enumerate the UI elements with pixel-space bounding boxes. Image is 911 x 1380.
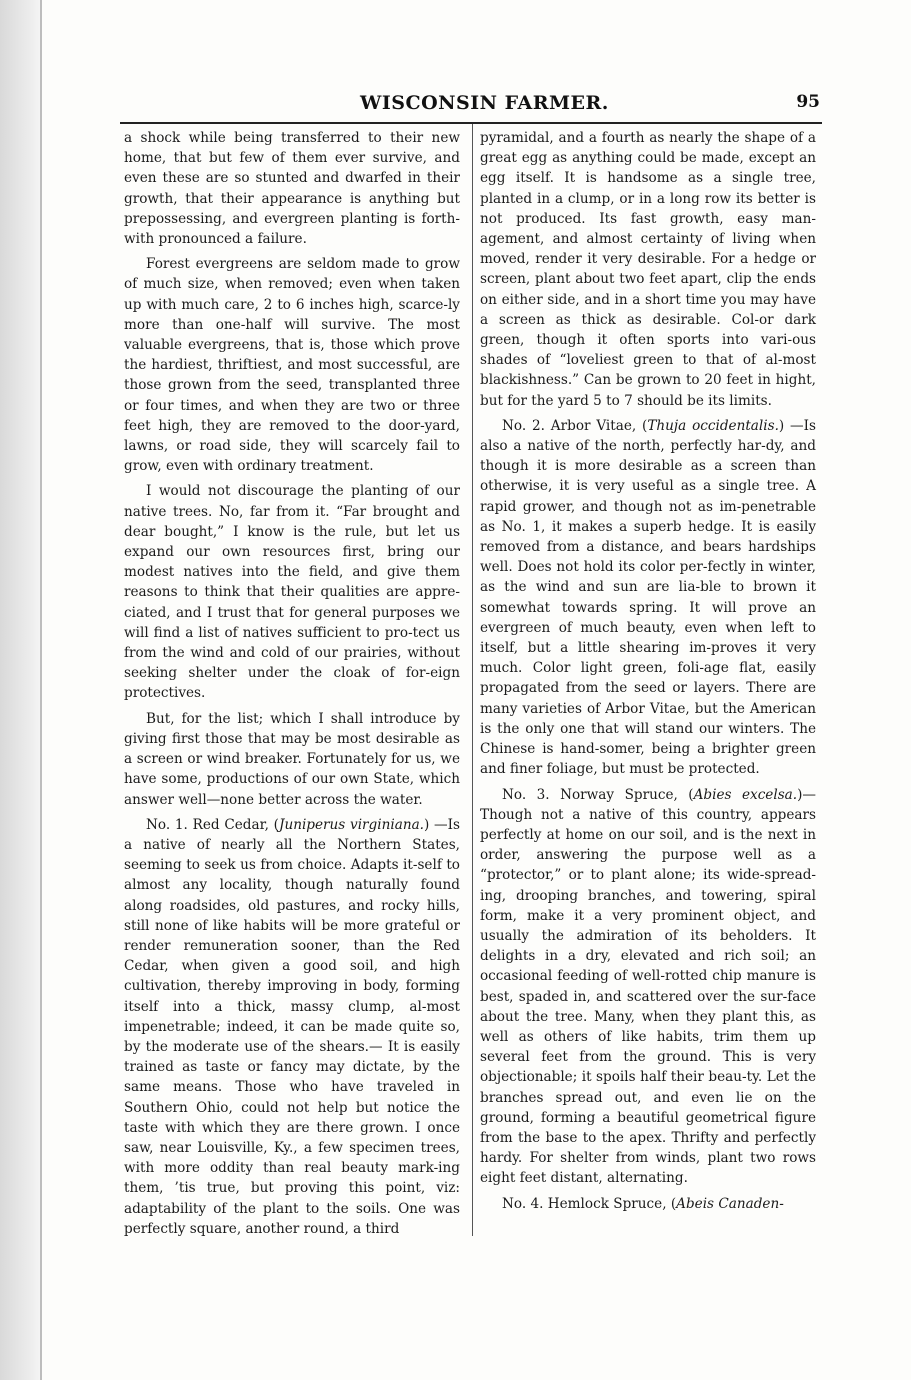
column-divider bbox=[472, 124, 473, 1236]
running-title: WISCONSIN FARMER. bbox=[360, 92, 609, 114]
right-column bbox=[480, 128, 816, 1219]
right-paragraph-4: No. 4. Hemlock Spruce, (Abeis Canaden- bbox=[502, 1195, 784, 1212]
right-paragraph-2: No. 2. Arbor Vitae, (Thuja occidentalis.) —Is also a native of the north, perfectly har-dy, and though it is more desirable as a screen than otherwise, it is very useful as a single tree. A rapid grower, and though not as im-penetrable as No. 1, it makes a superb hedge. It is easily removed from a distance, and bears hardships well. Does not hold its color per-fectly in winter, as the wind and sun are lia-ble to brown it somewhat towards spring. It will prove an evergreen of much beauty, even when left to itself, but a little shearing im-proves it very much. Color light green, foli-age flat, easily propagated from the seed or layers. There are many varieties of Arbor Vitae, but the American is the only one that will stand our winters. The Chinese is hand-somer, being a brighter green and finer foliage, but must be protected. bbox=[480, 417, 816, 778]
left-paragraph-4: But, for the list; which I shall introduce by giving first those that may be most desirable as a screen or wind breaker. Fortunately for us, we have some, productions of our own State, which answer well—none better across the water. bbox=[124, 710, 460, 808]
left-column bbox=[124, 128, 460, 1244]
right-paragraph-1: pyramidal, and a fourth as nearly the shape of a great egg as anything could be made, except an egg itself. It is handsome as a single tree, planted in a clump, or in a long row its better is not produced. Its fast growth, easy man-agement, and almost certainty of living when moved, render it very desirable. For a hedge or screen, plant about two feet apart, clip the ends on either side, and in a short time you may have a screen as thick as desirable. Col-or dark green, though it often sports into vari-ous shades of “loveliest green to that of al-most blackishness.” Can be grown to 20 feet in hight, but for the yard 5 to 7 should be its limits. bbox=[480, 130, 816, 409]
running-header bbox=[120, 92, 822, 122]
left-paragraph-1: a shock while being transferred to their new home, that but few of them ever survive, and even these are so stunted and dwarfed in their growth, that their appearance is anything but prepossessing, and evergreen planting is forth-with pronounced a failure. bbox=[124, 130, 460, 248]
header-rule bbox=[120, 122, 822, 124]
left-paragraph-2: Forest evergreens are seldom made to grow of much size, when removed; even when taken up with much care, 2 to 6 inches high, scarce-ly more than one-half will survive. The most valuable evergreens, that is, those which prove the hardiest, thriftiest, and most successful, are those grown from the seed, transplanted three or four times, and when they are two or three feet high, they are removed to the door-yard, lawns, or road side, they will scarcely fail to grow, even with ordinary treatment. bbox=[124, 256, 460, 475]
left-paragraph-3: I would not discourage the planting of our native trees. No, far from it. “Far brought and dear bought,” I know is the rule, but let us expand our own resources first, bring our modest natives into the field, and give them reasons to think that their qualities are appre-ciated, and I trust that for general purposes we will find a list of natives sufficient to pro-tect us from the wind and cold of our prairies, without seeking shelter under the cloak of for-eign protectives. bbox=[124, 483, 460, 702]
right-paragraph-3: No. 3. Norway Spruce, (Abies excelsa.)— Though not a native of this country, appears perfectly at home on our soil, and is the next in order, answering the purpose well as a “protector,” or to plant alone; its wide-spread-ing, drooping branches, and towering, spiral form, make it a very prominent object, and usually the admiration of its beholders. It delights in a dry, elevated and rich soil; an occasional feeding of well-rotted chip manure is best, spaded in, and scattered over the sur-face about the tree. Many, when they plant this, as well as others of like habits, trim them up several feet from the ground. This is very objectionable; it spoils half their beau-ty. Let the branches spread out, and even lie on the ground, forming a beautiful geometrical figure from the base to the apex. Thrifty and perfectly hardy. For shelter from winds, plant two rows eight feet distant, alternating. bbox=[480, 786, 817, 1187]
page-number: 95 bbox=[796, 92, 820, 112]
page-binding-edge bbox=[0, 0, 42, 1380]
left-paragraph-5: No. 1. Red Cedar, (Juniperus virginiana.) —Is a native of nearly all the Northern States, seeming to seek us from choice. Adapts it-self to almost any locality, though naturally found along roadsides, old pastures, and rocky hills, still none of like habits will be more grateful or render remuneration sooner, than the Red Cedar, when given a good soil, and high cultivation, thereby improving in body, forming itself into a thick, massy clump, al-most impenetrable; indeed, it can be made quite so, by the moderate use of the shears.— It is easily trained as taste or fancy may dictate, by the same means. Those who have traveled in Southern Ohio, could not help but notice the taste with which they are there grown. I once saw, near Louisville, Ky., a few specimen trees, with more oddity than real beauty mark-ing them, ’tis true, but proving this point, viz: adaptability of the plant to the soils. One was perfectly square, another round, a third bbox=[124, 816, 460, 1237]
